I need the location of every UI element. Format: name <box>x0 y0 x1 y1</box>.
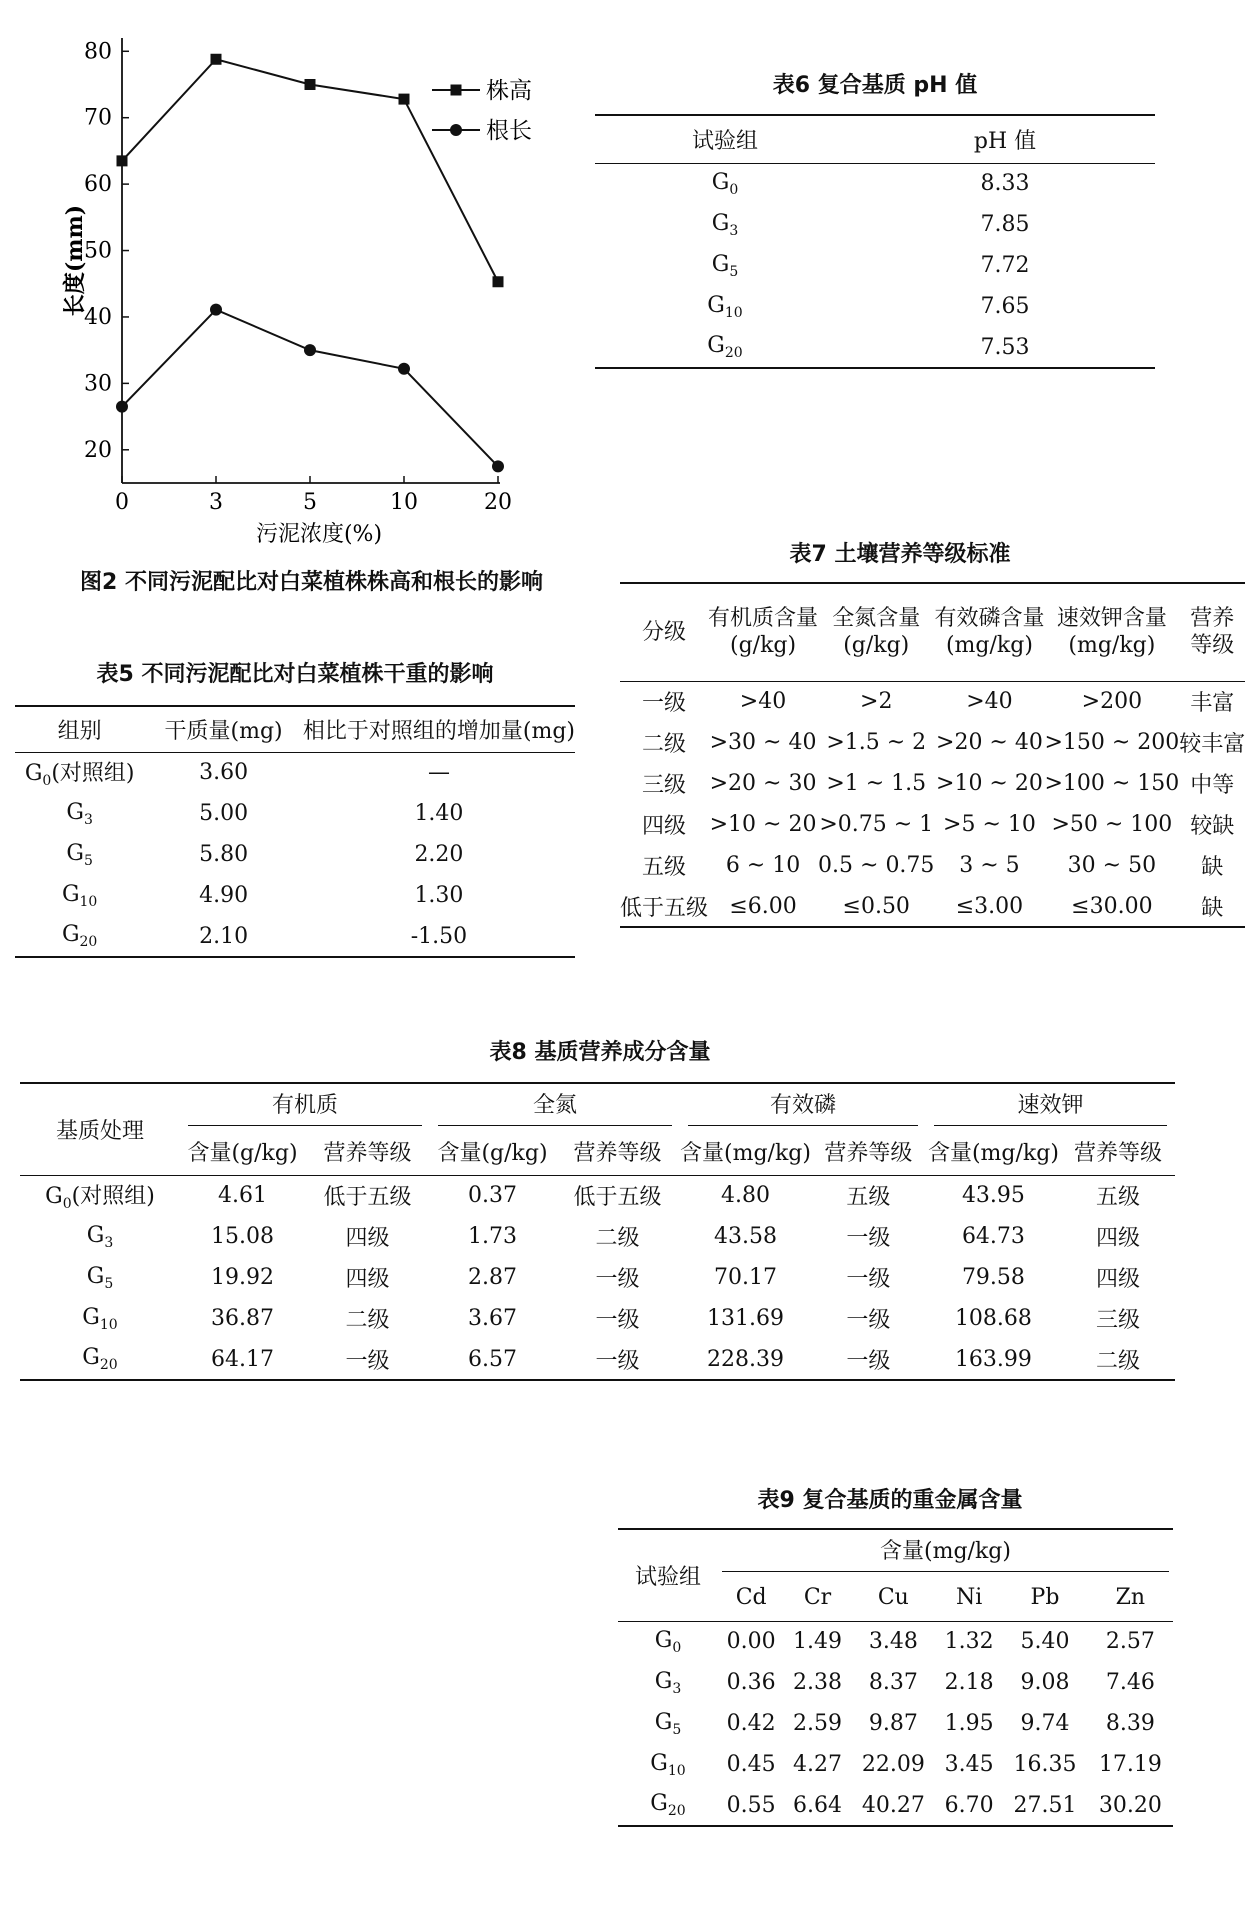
y-tick-label: 50 <box>84 238 112 264</box>
ph-value: 8.33 <box>980 171 1030 197</box>
table-row <box>595 286 1155 327</box>
table-cell: 四级 <box>345 1226 390 1251</box>
column-header: 营养等级 <box>1073 1141 1162 1167</box>
table-caption: 表5 不同污泥配比对白菜植株干重的影响 <box>96 662 494 687</box>
table-cell: 四级 <box>1095 1226 1140 1251</box>
row-label: $G_0$(对照组) <box>45 1184 155 1213</box>
table-cell: 一级 <box>595 1308 640 1333</box>
table-caption: 表6 复合基质 pH 值 <box>772 73 978 98</box>
table-caption: 表9 复合基质的重金属含量 <box>757 1488 1023 1513</box>
dry-weight-value: 4.90 <box>199 883 249 908</box>
series-line-root-length <box>122 310 498 467</box>
table-cell: 19.92 <box>211 1265 274 1290</box>
table-row <box>15 793 575 834</box>
table-cell: 6.57 <box>468 1346 517 1372</box>
ph-value: 7.53 <box>980 334 1030 360</box>
table-cell: 低于五级 <box>620 895 709 921</box>
column-header: 全氮含量 (g/kg) <box>832 605 921 659</box>
table-cell: 一级 <box>846 1348 891 1374</box>
table-cell: 4.61 <box>218 1183 267 1209</box>
table-nutrient-standard <box>620 582 1245 928</box>
x-tick-label: 10 <box>390 490 418 515</box>
table-cell: 6.70 <box>944 1792 994 1818</box>
table-cell: 较缺 <box>1190 814 1235 839</box>
table-row <box>618 1744 1173 1785</box>
table-cell: 108.68 <box>954 1306 1032 1331</box>
row-label: $G_5$ <box>86 1263 114 1292</box>
row-label: $G_{20}$ <box>650 1791 686 1819</box>
table-row <box>20 1298 1175 1339</box>
dry-weight-value: 2.10 <box>199 923 249 949</box>
table-cell: 40.27 <box>861 1792 925 1818</box>
data-point <box>398 363 410 375</box>
table-cell: 3 ~ 5 <box>959 853 1020 878</box>
line-chart <box>0 0 560 560</box>
table-cell: 二级 <box>1095 1348 1140 1374</box>
y-tick-label: 80 <box>84 39 112 65</box>
table-cell: 低于五级 <box>323 1185 412 1211</box>
column-header: 营养等级 <box>824 1141 913 1167</box>
table-cell: 64.17 <box>211 1346 274 1372</box>
data-point <box>117 155 128 166</box>
table-cell: 二级 <box>345 1308 390 1333</box>
table-cell: 3.45 <box>944 1752 994 1777</box>
table-cell: 0.42 <box>726 1711 776 1736</box>
table-cell: >1.5 ~ 2 <box>826 730 927 755</box>
table-cell: 四级 <box>642 814 687 839</box>
dry-weight-value: 3.60 <box>199 760 249 786</box>
table-row <box>15 752 575 793</box>
table-cell: 低于五级 <box>573 1185 662 1211</box>
column-header: Cu <box>877 1585 909 1611</box>
row-label: $G_0$ <box>711 169 739 198</box>
row-label: $G_5$ <box>654 1709 682 1738</box>
table-cell: >100 ~ 150 <box>1044 771 1180 796</box>
table-row <box>20 1216 1175 1257</box>
table-cell: 36.87 <box>211 1306 274 1331</box>
table-row <box>15 916 575 957</box>
y-tick-label: 20 <box>84 437 112 463</box>
increase-value: — <box>427 760 450 786</box>
table-cell: 二级 <box>642 732 687 757</box>
table-cell: 9.08 <box>1020 1670 1070 1695</box>
table-cell: 四级 <box>345 1267 390 1292</box>
table-row <box>595 327 1155 368</box>
data-point <box>399 94 410 105</box>
x-tick-label: 0 <box>115 490 129 515</box>
table-cell: 1.49 <box>793 1629 842 1655</box>
column-group-header: 有效磷 <box>680 1083 926 1129</box>
row-label: $G_{20}$ <box>61 922 98 950</box>
table-cell: 2.38 <box>793 1670 842 1695</box>
y-axis-label: 长度(mm) <box>62 204 88 317</box>
table-cell: 缺 <box>1201 855 1224 880</box>
table-cell: 43.58 <box>713 1224 777 1249</box>
table-cell: 0.37 <box>468 1183 517 1209</box>
table-cell: >5 ~ 10 <box>943 812 1036 837</box>
data-point <box>304 344 316 356</box>
table-cell: 22.09 <box>861 1752 925 1777</box>
table-cell: ≤0.50 <box>842 893 910 919</box>
column-header: 含量(mg/kg) <box>680 1141 811 1167</box>
row-label: $G_{10}$ <box>650 1750 686 1779</box>
table-dry-weight <box>15 705 575 958</box>
table-row <box>595 204 1155 245</box>
row-label: $G_3$ <box>86 1222 114 1251</box>
row-label: $G_0$(对照组) <box>24 761 135 790</box>
table-cell: ≤3.00 <box>955 893 1024 919</box>
column-header: 营养等级 <box>573 1141 662 1167</box>
ph-value: 7.85 <box>980 212 1030 237</box>
column-header: 含量(g/kg) <box>187 1141 298 1167</box>
table-cell: 228.39 <box>706 1346 784 1372</box>
table-cell: 2.18 <box>944 1670 994 1695</box>
table-cell: 一级 <box>595 1267 640 1292</box>
x-tick-label: 3 <box>209 490 223 515</box>
row-label: $G_0$ <box>654 1627 682 1656</box>
table-row <box>618 1621 1173 1662</box>
column-header: 速效钾含量 (mg/kg) <box>1056 605 1167 659</box>
table-cell: 4.27 <box>793 1752 842 1777</box>
row-label: $G_{10}$ <box>82 1304 118 1333</box>
row-label: $G_{10}$ <box>61 881 98 910</box>
column-header: 有效磷含量 (mg/kg) <box>934 605 1045 659</box>
table-row <box>618 1662 1173 1703</box>
column-header: Cd <box>735 1585 767 1611</box>
table-cell: >150 ~ 200 <box>1044 730 1180 755</box>
table-cell: 17.19 <box>1098 1752 1162 1777</box>
table-cell: >1 ~ 1.5 <box>826 771 927 796</box>
table-cell: 6 ~ 10 <box>725 853 801 878</box>
ph-value: 7.72 <box>980 253 1030 278</box>
column-header: 相比于对照组的增加量(mg) <box>302 718 575 744</box>
table-cell: 缺 <box>1201 895 1224 921</box>
column-header: Pb <box>1030 1585 1060 1611</box>
data-point <box>211 54 222 65</box>
table-cell: >40 <box>739 689 787 715</box>
column-group-header: 含量(mg/kg) <box>718 1529 1173 1575</box>
table-row <box>620 804 1245 845</box>
table-row <box>595 245 1155 286</box>
table-caption: 表8 基质营养成分含量 <box>489 1040 711 1065</box>
table-cell: >50 ~ 100 <box>1051 812 1173 837</box>
table-caption: 表7 土壤营养等级标准 <box>789 542 1011 567</box>
table-cell: 0.55 <box>726 1792 776 1818</box>
table-cell: 43.95 <box>961 1183 1025 1209</box>
table-cell: 2.87 <box>468 1265 517 1290</box>
column-header: Zn <box>1115 1585 1146 1611</box>
table-ph <box>595 114 1155 369</box>
table-cell: 70.17 <box>713 1265 777 1290</box>
increase-value: 1.40 <box>414 801 464 826</box>
y-tick-label: 60 <box>84 172 112 198</box>
table-cell: 131.69 <box>706 1306 784 1331</box>
y-tick-label: 40 <box>84 304 112 330</box>
table-cell: 二级 <box>595 1226 640 1251</box>
table-row <box>595 163 1155 204</box>
column-header: 营养等级 <box>323 1141 412 1167</box>
table-cell: 三级 <box>642 773 687 798</box>
table-cell: 163.99 <box>954 1346 1032 1372</box>
column-header: pH 值 <box>973 128 1037 154</box>
column-header: 含量(g/kg) <box>437 1141 548 1167</box>
table-row <box>20 1175 1175 1216</box>
row-label: $G_3$ <box>654 1668 682 1697</box>
x-axis-label: 污泥浓度(%) <box>255 522 383 547</box>
table-cell: ≤6.00 <box>729 893 797 919</box>
table-row <box>620 722 1245 763</box>
table-cell: 30 ~ 50 <box>1067 853 1157 878</box>
table-cell: 三级 <box>1095 1308 1140 1333</box>
table-cell: >10 ~ 20 <box>709 812 817 837</box>
table-cell: 一级 <box>642 691 687 717</box>
row-label: $G_3$ <box>66 799 93 828</box>
table-cell: 五级 <box>1095 1185 1140 1211</box>
table-cell: 一级 <box>846 1308 891 1333</box>
column-header: 干质量(mg) <box>164 718 283 744</box>
table-cell: >20 ~ 30 <box>709 771 817 796</box>
table-cell: >10 ~ 20 <box>936 771 1043 796</box>
column-header: 营养 等级 <box>1190 605 1235 659</box>
table-cell: 79.58 <box>961 1265 1025 1290</box>
table-row <box>620 886 1245 927</box>
table-cell: 15.08 <box>211 1224 274 1249</box>
table-cell: 3.67 <box>468 1306 517 1331</box>
legend-marker <box>451 85 462 96</box>
table-cell: 一级 <box>345 1348 390 1374</box>
table-cell: 一级 <box>846 1226 891 1251</box>
table-row <box>620 681 1245 722</box>
table-cell: >30 ~ 40 <box>709 730 817 755</box>
column-group-header: 有机质 <box>180 1083 430 1129</box>
table-cell: 1.32 <box>944 1629 994 1655</box>
table-cell: 30.20 <box>1098 1792 1162 1818</box>
column-header: 组别 <box>57 718 102 744</box>
table-cell: 较丰富 <box>1179 732 1245 757</box>
table-cell: ≤30.00 <box>1071 893 1153 919</box>
y-tick-label: 30 <box>84 371 112 397</box>
table-row <box>15 834 575 875</box>
table-cell: 16.35 <box>1013 1752 1077 1777</box>
table-cell: 64.73 <box>961 1224 1025 1249</box>
column-group-header: 全氮 <box>430 1083 680 1129</box>
legend-marker <box>450 124 462 136</box>
table-cell: 中等 <box>1190 773 1235 798</box>
increase-value: -1.50 <box>410 923 468 949</box>
table-cell: 9.87 <box>868 1711 918 1736</box>
table-row <box>620 845 1245 886</box>
table-cell: 6.64 <box>793 1792 842 1818</box>
table-cell: >0.75 ~ 1 <box>819 812 934 837</box>
table-row <box>620 763 1245 804</box>
x-tick-label: 5 <box>303 490 317 515</box>
increase-value: 1.30 <box>414 883 464 908</box>
table-cell: 3.48 <box>868 1629 918 1655</box>
y-tick-label: 70 <box>84 105 112 131</box>
column-header: 试验组 <box>691 128 758 154</box>
data-point <box>210 304 222 316</box>
table-cell: 五级 <box>846 1185 891 1211</box>
table-cell: 27.51 <box>1013 1792 1077 1818</box>
column-header: 分级 <box>642 619 687 645</box>
dry-weight-value: 5.00 <box>199 801 249 826</box>
row-label: $G_3$ <box>711 210 739 239</box>
table-row <box>15 875 575 916</box>
column-group-header: 速效钾 <box>926 1083 1175 1129</box>
table-cell: 0.00 <box>726 1629 776 1655</box>
data-point <box>116 401 128 413</box>
table-cell: 8.39 <box>1105 1711 1155 1736</box>
table-cell: 7.46 <box>1105 1670 1155 1695</box>
table-cell: 四级 <box>1095 1267 1140 1292</box>
table-cell: 一级 <box>846 1267 891 1292</box>
table-cell: 1.95 <box>944 1711 994 1736</box>
row-header: 基质处理 <box>20 1083 180 1175</box>
column-header: 含量(mg/kg) <box>927 1141 1059 1167</box>
table-row <box>618 1703 1173 1744</box>
row-label: $G_{20}$ <box>82 1345 118 1373</box>
table-heavy-metals <box>618 1528 1173 1827</box>
increase-value: 2.20 <box>414 842 464 867</box>
row-label: $G_5$ <box>66 840 93 869</box>
table-row <box>20 1257 1175 1298</box>
x-tick-label: 20 <box>484 490 512 515</box>
table-cell: 丰富 <box>1190 691 1235 717</box>
data-point <box>493 276 504 287</box>
table-cell: 一级 <box>595 1348 640 1374</box>
table-cell: >2 <box>860 689 893 715</box>
row-label: $G_{10}$ <box>707 292 743 321</box>
ph-value: 7.65 <box>980 294 1030 319</box>
table-cell: 五级 <box>642 855 687 880</box>
table-cell: 9.74 <box>1020 1711 1070 1736</box>
table-cell: >200 <box>1081 689 1143 715</box>
column-header: Cr <box>803 1585 832 1611</box>
data-point <box>492 460 504 472</box>
table-cell: 2.57 <box>1105 1629 1155 1655</box>
column-header: Ni <box>956 1585 983 1611</box>
figure-caption: 图2 不同污泥配比对白菜植株株高和根长的影响 <box>80 570 543 595</box>
series-line-plant-height <box>122 59 498 282</box>
row-label: $G_5$ <box>711 251 739 280</box>
table-substrate-nutrients <box>20 1082 1175 1381</box>
table-cell: 5.40 <box>1020 1629 1070 1655</box>
legend-label: 株高 <box>486 78 532 104</box>
column-header: 有机质含量 (g/kg) <box>708 605 819 659</box>
data-point <box>305 79 316 90</box>
table-cell: 2.59 <box>793 1711 842 1736</box>
row-label: $G_{20}$ <box>707 333 743 361</box>
table-cell: >40 <box>966 689 1013 715</box>
table-cell: 4.80 <box>720 1183 770 1209</box>
table-cell: 0.5 ~ 0.75 <box>818 853 935 878</box>
table-cell: 1.73 <box>468 1224 517 1249</box>
row-header: 试验组 <box>618 1529 718 1621</box>
table-cell: >20 ~ 40 <box>936 730 1043 755</box>
dry-weight-value: 5.80 <box>199 842 249 867</box>
table-row <box>20 1339 1175 1380</box>
legend-label: 根长 <box>486 118 532 144</box>
table-cell: 8.37 <box>868 1670 918 1695</box>
table-row <box>618 1785 1173 1826</box>
table-cell: 0.45 <box>726 1752 776 1777</box>
table-cell: 0.36 <box>726 1670 776 1695</box>
